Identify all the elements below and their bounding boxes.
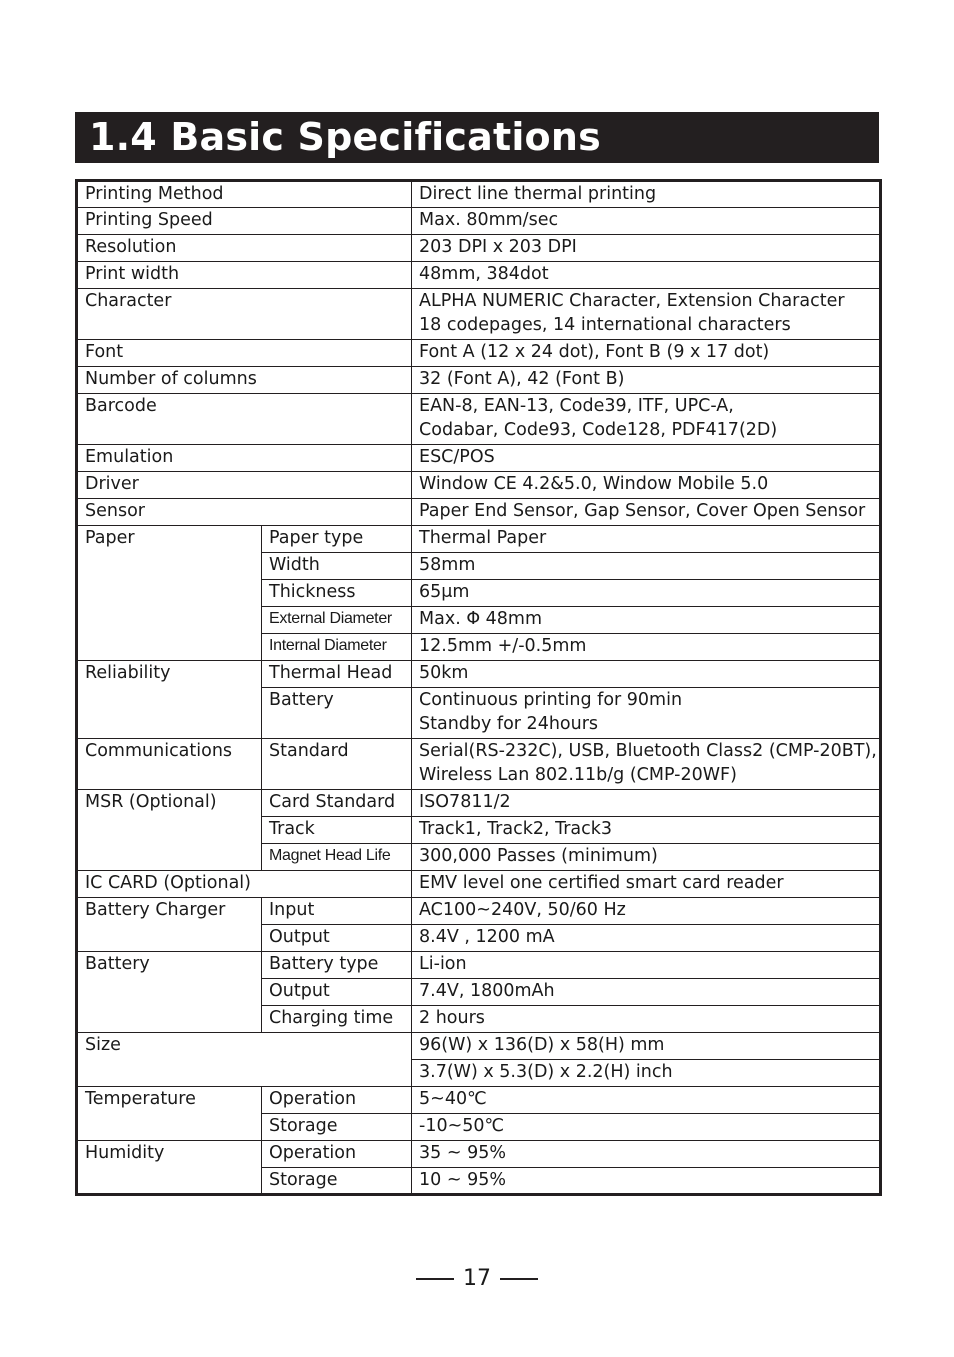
- spec-value: ESC/POS: [412, 445, 881, 472]
- table-row: [77, 898, 881, 925]
- spec-category-label: Reliability: [77, 661, 262, 739]
- table-row: [77, 262, 881, 289]
- spec-label: Emulation: [77, 445, 412, 472]
- spec-category-label: Battery: [77, 952, 262, 1033]
- spec-value: 5~40℃: [412, 1087, 881, 1114]
- spec-label: Character: [77, 289, 412, 340]
- table-row: [77, 208, 881, 235]
- spec-category-label: Communications: [77, 739, 262, 790]
- table-row: [77, 235, 881, 262]
- spec-sub-label: Storage: [262, 1114, 412, 1141]
- spec-value-line: 18 codepages, 14 international characters: [419, 315, 791, 335]
- spec-value: 203 DPI x 203 DPI: [412, 235, 881, 262]
- spec-value: [412, 289, 881, 340]
- table-row: [77, 526, 881, 553]
- spec-sub-label: Output: [262, 925, 412, 952]
- spec-sub-label: Internal Diameter: [262, 634, 412, 661]
- spec-label: Sensor: [77, 499, 412, 526]
- table-row: [77, 499, 881, 526]
- spec-sub-label: Thermal Head: [262, 661, 412, 688]
- spec-value-line: Standby for 24hours: [419, 714, 599, 734]
- spec-value: Li-ion: [412, 952, 881, 979]
- spec-value: -10~50℃: [412, 1114, 881, 1141]
- table-row: [77, 1033, 881, 1060]
- spec-value: Window CE 4.2&5.0, Window Mobile 5.0: [412, 472, 881, 499]
- table-row: [77, 445, 881, 472]
- spec-value: Direct line thermal printing: [412, 181, 881, 208]
- page-number-text: 17: [463, 1266, 491, 1291]
- table-row: [77, 1141, 881, 1168]
- spec-sub-label: Output: [262, 979, 412, 1006]
- spec-sub-label: Battery type: [262, 952, 412, 979]
- spec-label: Printing Method: [77, 181, 412, 208]
- spec-value-line: Codabar, Code93, Code128, PDF417(2D): [419, 420, 778, 440]
- table-row: [77, 394, 881, 445]
- spec-value: 7.4V, 1800mAh: [412, 979, 881, 1006]
- page-number-rule-left: [416, 1278, 454, 1280]
- table-row: [77, 871, 881, 898]
- spec-sub-label: External Diameter: [262, 607, 412, 634]
- spec-value: 65μm: [412, 580, 881, 607]
- spec-category-label: MSR (Optional): [77, 790, 262, 871]
- table-row: [77, 181, 881, 208]
- table-row: [77, 661, 881, 688]
- spec-value: [412, 688, 881, 739]
- spec-label: Printing Speed: [77, 208, 412, 235]
- table-row: [77, 340, 881, 367]
- table-row: [77, 1087, 881, 1114]
- specifications-table: [75, 179, 882, 1196]
- spec-sub-label: Thickness: [262, 580, 412, 607]
- spec-label: IC CARD (Optional): [77, 871, 412, 898]
- spec-category-label: Humidity: [77, 1141, 262, 1195]
- spec-value: Track1, Track2, Track3: [412, 817, 881, 844]
- page-number-rule-right: [500, 1278, 538, 1280]
- spec-sub-label: Operation: [262, 1141, 412, 1168]
- spec-value: 3.7(W) x 5.3(D) x 2.2(H) inch: [412, 1060, 881, 1087]
- spec-sub-label: Storage: [262, 1168, 412, 1195]
- page-title: 1.4 Basic Specifications: [89, 115, 601, 159]
- spec-value-line: Wireless Lan 802.11b/g (CMP-20WF): [419, 765, 737, 785]
- table-row: [77, 952, 881, 979]
- spec-label: Print width: [77, 262, 412, 289]
- spec-sub-label: Paper type: [262, 526, 412, 553]
- spec-category-label: Paper: [77, 526, 262, 661]
- spec-sub-label: Operation: [262, 1087, 412, 1114]
- spec-value: 32 (Font A), 42 (Font B): [412, 367, 881, 394]
- spec-value: 48mm, 384dot: [412, 262, 881, 289]
- spec-value-line: Continuous printing for 90min: [419, 690, 683, 710]
- spec-value: 8.4V , 1200 mA: [412, 925, 881, 952]
- page-number: [0, 1262, 954, 1296]
- table-row: [77, 289, 881, 340]
- spec-label: Font: [77, 340, 412, 367]
- spec-value: 50km: [412, 661, 881, 688]
- spec-value: Font A (12 x 24 dot), Font B (9 x 17 dot): [412, 340, 881, 367]
- spec-sub-label: Magnet Head Life: [262, 844, 412, 871]
- spec-label: Size: [77, 1033, 412, 1087]
- spec-value: Thermal Paper: [412, 526, 881, 553]
- table-row: [77, 739, 881, 790]
- spec-value: 58mm: [412, 553, 881, 580]
- spec-sub-label: Standard: [262, 739, 412, 790]
- spec-label: Driver: [77, 472, 412, 499]
- spec-value: 35 ~ 95%: [412, 1141, 881, 1168]
- spec-value: EMV level one certified smart card reader: [412, 871, 881, 898]
- spec-sub-label: Charging time: [262, 1006, 412, 1033]
- spec-value: Paper End Sensor, Gap Sensor, Cover Open Sensor: [412, 499, 881, 526]
- spec-label: Barcode: [77, 394, 412, 445]
- table-row: [77, 790, 881, 817]
- spec-value: 12.5mm +/-0.5mm: [412, 634, 881, 661]
- spec-value-line: Serial(RS-232C), USB, Bluetooth Class2 (CMP-20BT),: [419, 741, 877, 761]
- table-row: [77, 367, 881, 394]
- spec-value: [412, 394, 881, 445]
- spec-value: [412, 739, 881, 790]
- spec-category-label: Temperature: [77, 1087, 262, 1141]
- spec-label: Resolution: [77, 235, 412, 262]
- spec-value: ISO7811/2: [412, 790, 881, 817]
- spec-value: 300,000 Passes (minimum): [412, 844, 881, 871]
- spec-value: Max. 80mm/sec: [412, 208, 881, 235]
- spec-value-line: ALPHA NUMERIC Character, Extension Character: [419, 291, 845, 311]
- spec-value: 2 hours: [412, 1006, 881, 1033]
- spec-sub-label: Track: [262, 817, 412, 844]
- spec-category-label: Battery Charger: [77, 898, 262, 952]
- spec-sub-label: Width: [262, 553, 412, 580]
- spec-label: Number of columns: [77, 367, 412, 394]
- spec-value: 10 ~ 95%: [412, 1168, 881, 1195]
- spec-sub-label: Card Standard: [262, 790, 412, 817]
- spec-value: AC100~240V, 50/60 Hz: [412, 898, 881, 925]
- table-row: [77, 472, 881, 499]
- spec-value: Max. Φ 48mm: [412, 607, 881, 634]
- spec-value: 96(W) x 136(D) x 58(H) mm: [412, 1033, 881, 1060]
- spec-sub-label: Input: [262, 898, 412, 925]
- spec-value-line: EAN-8, EAN-13, Code39, ITF, UPC-A,: [419, 396, 734, 416]
- spec-sub-label: Battery: [262, 688, 412, 739]
- section-title-bar: [75, 112, 879, 163]
